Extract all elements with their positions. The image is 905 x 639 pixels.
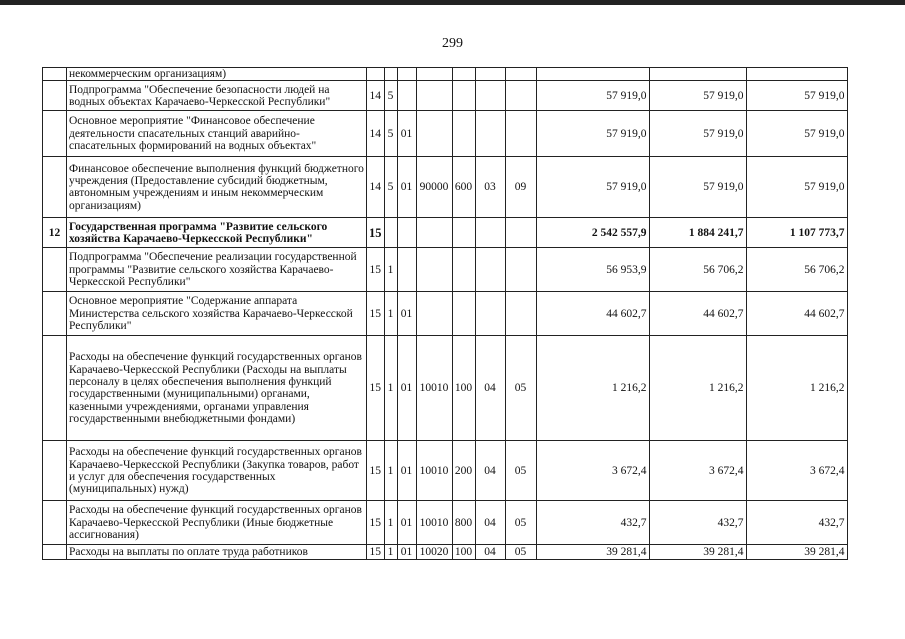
code-expense-type <box>452 111 475 157</box>
code-direction <box>416 68 452 81</box>
code-program: 14 <box>367 157 385 218</box>
code-section: 03 <box>475 157 505 218</box>
code-subsection: 09 <box>505 157 536 218</box>
amount-year-3: 57 919,0 <box>746 81 847 111</box>
code-activity <box>397 218 416 248</box>
amount-year-2: 56 706,2 <box>649 248 746 292</box>
code-activity: 01 <box>397 501 416 545</box>
table-row <box>43 501 848 545</box>
code-subsection <box>505 248 536 292</box>
code-expense-type: 800 <box>452 501 475 545</box>
row-number <box>43 157 67 218</box>
code-expense-type: 200 <box>452 441 475 501</box>
code-subsection: 05 <box>505 501 536 545</box>
amount-year-1: 44 602,7 <box>536 292 649 336</box>
code-expense-type <box>452 292 475 336</box>
budget-table <box>42 67 848 560</box>
code-activity: 01 <box>397 441 416 501</box>
code-expense-type: 100 <box>452 545 475 560</box>
amount-year-2: 39 281,4 <box>649 545 746 560</box>
row-description: Государственная программа "Развитие сельского хозяйства Карачаево-Черкесской Республики" <box>67 218 367 248</box>
amount-year-1: 432,7 <box>536 501 649 545</box>
code-activity: 01 <box>397 111 416 157</box>
scan-top-border <box>0 0 905 5</box>
code-activity: 01 <box>397 157 416 218</box>
table-row <box>43 336 848 441</box>
amount-year-3 <box>746 68 847 81</box>
row-description: Подпрограмма "Обеспечение безопасности людей на водных объектах Карачаево-Черкесской Республики" <box>67 81 367 111</box>
amount-year-1 <box>536 68 649 81</box>
code-subsection: 05 <box>505 545 536 560</box>
row-description: Основное мероприятие "Финансовое обеспечение деятельности спасательных станций аварийно-спасательных формирований на водных объектах" <box>67 111 367 157</box>
code-section <box>475 218 505 248</box>
amount-year-1: 57 919,0 <box>536 157 649 218</box>
amount-year-3: 3 672,4 <box>746 441 847 501</box>
code-activity: 01 <box>397 545 416 560</box>
code-expense-type <box>452 248 475 292</box>
code-expense-type <box>452 218 475 248</box>
amount-year-1: 39 281,4 <box>536 545 649 560</box>
code-direction <box>416 111 452 157</box>
table-row <box>43 111 848 157</box>
amount-year-1: 57 919,0 <box>536 111 649 157</box>
row-number <box>43 292 67 336</box>
code-activity: 01 <box>397 292 416 336</box>
amount-year-3: 44 602,7 <box>746 292 847 336</box>
row-description: Расходы на обеспечение функций государственных органов Карачаево-Черкесской Республики (Закупка товаров, работ и услуг для обеспечения государственных (муниципальных) нужд) <box>67 441 367 501</box>
amount-year-2: 432,7 <box>649 501 746 545</box>
amount-year-3: 57 919,0 <box>746 111 847 157</box>
code-direction <box>416 292 452 336</box>
table-row <box>43 81 848 111</box>
code-activity: 01 <box>397 336 416 441</box>
code-expense-type <box>452 68 475 81</box>
amount-year-2: 57 919,0 <box>649 157 746 218</box>
code-subprogram: 5 <box>384 157 397 218</box>
code-program: 15 <box>367 441 385 501</box>
code-direction <box>416 81 452 111</box>
code-subprogram: 1 <box>384 336 397 441</box>
amount-year-3: 56 706,2 <box>746 248 847 292</box>
row-number <box>43 336 67 441</box>
code-program: 15 <box>367 248 385 292</box>
row-number <box>43 545 67 560</box>
code-direction: 10010 <box>416 336 452 441</box>
code-section <box>475 81 505 111</box>
code-direction: 10010 <box>416 441 452 501</box>
row-description: Расходы на обеспечение функций государственных органов Карачаево-Черкесской Республики (Расходы на выплаты персоналу в целях обеспечения выполнения функций государственными (муниципальными) органами, казенными учреждениями, органами управления государственными внебюджетными фондами) <box>67 336 367 441</box>
amount-year-3: 57 919,0 <box>746 157 847 218</box>
row-description: Расходы на выплаты по оплате труда работников <box>67 545 367 560</box>
row-description: Подпрограмма "Обеспечение реализации государственной программы "Развитие сельского хозяйства Карачаево-Черкесской Республики" <box>67 248 367 292</box>
row-number <box>43 81 67 111</box>
code-activity <box>397 248 416 292</box>
amount-year-3: 432,7 <box>746 501 847 545</box>
code-subprogram: 1 <box>384 545 397 560</box>
row-description: некоммерческим организациям) <box>67 68 367 81</box>
code-activity <box>397 68 416 81</box>
code-subprogram <box>384 68 397 81</box>
code-subprogram: 1 <box>384 292 397 336</box>
row-description: Финансовое обеспечение выполнения функций бюджетного учреждения (Предоставление субсидий бюджетным, автономным учреждениям и иным некоммерческим организациям) <box>67 157 367 218</box>
code-direction: 90000 <box>416 157 452 218</box>
code-direction: 10010 <box>416 501 452 545</box>
code-section: 04 <box>475 501 505 545</box>
amount-year-1: 57 919,0 <box>536 81 649 111</box>
code-section <box>475 292 505 336</box>
code-program: 14 <box>367 111 385 157</box>
amount-year-2: 57 919,0 <box>649 81 746 111</box>
row-number: 12 <box>43 218 67 248</box>
table-row <box>43 441 848 501</box>
code-section <box>475 248 505 292</box>
code-subsection <box>505 68 536 81</box>
row-number <box>43 111 67 157</box>
table-row <box>43 248 848 292</box>
code-subsection <box>505 292 536 336</box>
amount-year-2: 57 919,0 <box>649 111 746 157</box>
amount-year-2: 3 672,4 <box>649 441 746 501</box>
code-section: 04 <box>475 545 505 560</box>
code-program <box>367 68 385 81</box>
code-subsection: 05 <box>505 441 536 501</box>
code-section: 04 <box>475 441 505 501</box>
row-number <box>43 68 67 81</box>
code-program: 14 <box>367 81 385 111</box>
page-number: 299 <box>442 36 463 51</box>
code-direction <box>416 248 452 292</box>
code-program: 15 <box>367 501 385 545</box>
row-number <box>43 501 67 545</box>
code-subprogram: 1 <box>384 248 397 292</box>
row-number <box>43 248 67 292</box>
code-expense-type <box>452 81 475 111</box>
amount-year-1: 56 953,9 <box>536 248 649 292</box>
amount-year-3: 39 281,4 <box>746 545 847 560</box>
amount-year-2: 1 884 241,7 <box>649 218 746 248</box>
code-section: 04 <box>475 336 505 441</box>
row-description: Основное мероприятие "Содержание аппарата Министерства сельского хозяйства Карачаево-Черкесской Республики" <box>67 292 367 336</box>
table-row <box>43 292 848 336</box>
code-program: 15 <box>367 218 385 248</box>
code-program: 15 <box>367 336 385 441</box>
code-expense-type: 100 <box>452 336 475 441</box>
amount-year-3: 1 107 773,7 <box>746 218 847 248</box>
code-subprogram <box>384 218 397 248</box>
code-subprogram: 1 <box>384 441 397 501</box>
code-direction <box>416 218 452 248</box>
code-section <box>475 111 505 157</box>
code-subsection <box>505 111 536 157</box>
code-subsection: 05 <box>505 336 536 441</box>
amount-year-2 <box>649 68 746 81</box>
row-number <box>43 441 67 501</box>
code-subprogram: 1 <box>384 501 397 545</box>
table-row <box>43 218 848 248</box>
amount-year-1: 3 672,4 <box>536 441 649 501</box>
code-activity <box>397 81 416 111</box>
amount-year-2: 1 216,2 <box>649 336 746 441</box>
row-description: Расходы на обеспечение функций государственных органов Карачаево-Черкесской Республики (Иные бюджетные ассигнования) <box>67 501 367 545</box>
code-subprogram: 5 <box>384 111 397 157</box>
code-program: 15 <box>367 545 385 560</box>
code-subprogram: 5 <box>384 81 397 111</box>
code-subsection <box>505 218 536 248</box>
table-row <box>43 157 848 218</box>
code-subsection <box>505 81 536 111</box>
amount-year-2: 44 602,7 <box>649 292 746 336</box>
table-row <box>43 545 848 560</box>
table-row <box>43 68 848 81</box>
amount-year-1: 2 542 557,9 <box>536 218 649 248</box>
amount-year-3: 1 216,2 <box>746 336 847 441</box>
code-direction: 10020 <box>416 545 452 560</box>
code-program: 15 <box>367 292 385 336</box>
amount-year-1: 1 216,2 <box>536 336 649 441</box>
code-expense-type: 600 <box>452 157 475 218</box>
code-section <box>475 68 505 81</box>
